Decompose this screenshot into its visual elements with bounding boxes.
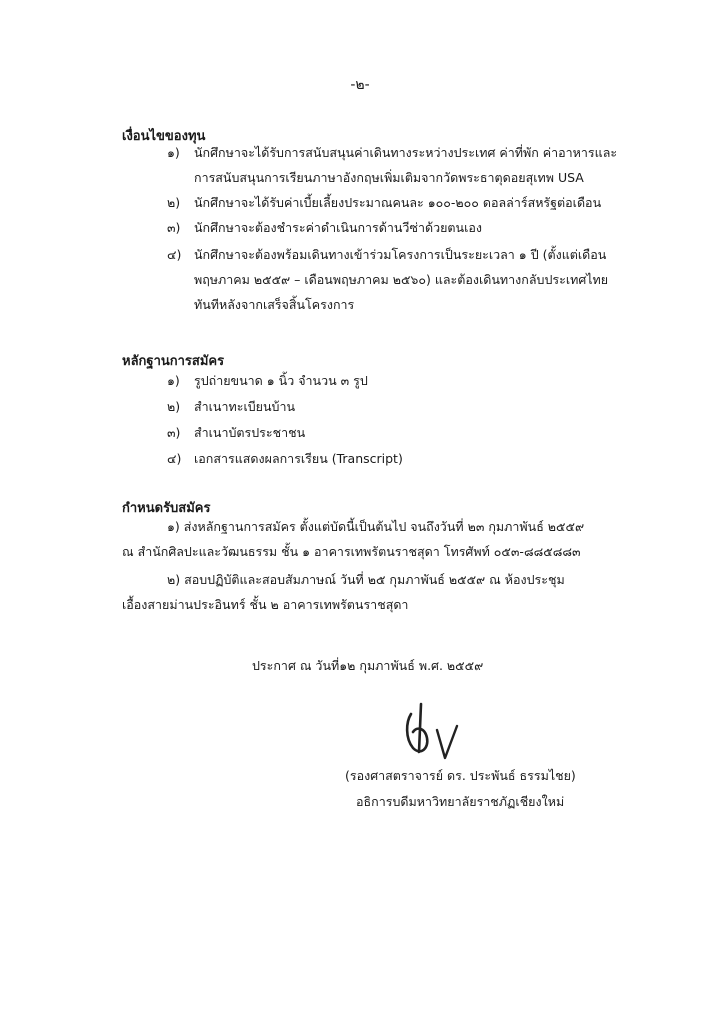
condition-item-text-continued: ทันทีหลังจากเสร็จสิ้นโครงการ <box>194 297 355 312</box>
condition-item-text: นักศึกษาจะต้องพร้อมเดินทางเข้าร่วมโครงการเป็นระยะเวลา ๑ ปี (ตั้งแต่เดือน <box>194 247 607 262</box>
evidence-item-text: สำเนาบัตรประชาชน <box>194 425 306 440</box>
condition-item-number: ๒) <box>167 195 181 210</box>
condition-item-3 <box>167 215 637 240</box>
evidence-item-1 <box>167 368 637 393</box>
evidence-item-2 <box>167 394 637 419</box>
condition-item-text-continued: พฤษภาคม ๒๕๕๙ – เดือนพฤษภาคม ๒๕๖๐) และต้องเดินทางกลับประเทศไทย <box>194 272 609 287</box>
deadline-item-1 <box>122 514 637 564</box>
condition-item-number: ๓) <box>167 220 181 235</box>
signer-name: (รองศาสตราจารย์ ดร. ประพันธ์ ธรรมไชย) <box>345 768 576 783</box>
condition-item-number: ๑) <box>167 145 180 160</box>
evidence-item-text: รูปถ่ายขนาด ๑ นิ้ว จำนวน ๓ รูป <box>194 373 368 388</box>
condition-item-2 <box>167 190 637 215</box>
condition-item-1 <box>167 140 637 190</box>
page-number: -๒- <box>350 77 370 93</box>
condition-item-text: นักศึกษาจะได้รับการสนับสนุนค่าเดินทางระหว่างประเทศ ค่าที่พัก ค่าอาหารและ <box>194 145 618 160</box>
condition-item-number: ๔) <box>167 247 182 262</box>
condition-item-4 <box>167 242 637 317</box>
evidence-item-number: ๓) <box>167 425 181 440</box>
condition-item-text: นักศึกษาจะต้องชำระค่าดำเนินการด้านวีซ่าด้วยตนเอง <box>194 220 482 235</box>
evidence-item-text: เอกสารแสดงผลการเรียน (Transcript) <box>194 451 403 466</box>
evidence-item-number: ๑) <box>167 373 180 388</box>
evidence-heading: หลักฐานการสมัคร <box>122 354 225 369</box>
deadline-heading: กำหนดรับสมัคร <box>122 501 211 516</box>
evidence-item-4 <box>167 446 637 471</box>
deadline-item-2 <box>122 567 637 617</box>
announcement-date: ประกาศ ณ วันที่๑๒ กุมภาพันธ์ พ.ศ. ๒๕๕๙ <box>252 658 484 673</box>
deadline-item-text: ๑) ส่งหลักฐานการสมัคร ตั้งแต่บัดนี้เป็นต้นไป จนถึงวันที่ ๒๓ กุมภาพันธ์ ๒๕๕๙ <box>167 519 585 534</box>
signer-title: อธิการบดีมหาวิทยาลัยราชภัฏเชียงใหม่ <box>356 794 565 809</box>
conditions-heading: เงื่อนไขของทุน <box>122 129 206 144</box>
evidence-item-number: ๒) <box>167 399 181 414</box>
evidence-item-text: สำเนาทะเบียนบ้าน <box>194 399 296 414</box>
condition-item-text: นักศึกษาจะได้รับค่าเบี้ยเลี้ยงประมาณคนละ ๑๐๐-๒๐๐ ดอลล่าร์สหรัฐต่อเดือน <box>194 195 602 210</box>
evidence-item-number: ๔) <box>167 451 182 466</box>
deadline-item-text-continued: ณ สำนักศิลปะและวัฒนธรรม ชั้น ๑ อาคารเทพรัตนราชสุดา โทรศัพท์ ๐๕๓-๘๘๕๘๘๓ <box>122 544 581 559</box>
condition-item-text-continued: การสนับสนุนการเรียนภาษาอังกฤษเพิ่มเติมจากวัดพระธาตุดอยสุเทพ USA <box>194 170 584 185</box>
handwritten-signature <box>397 700 477 764</box>
evidence-item-3 <box>167 420 637 445</box>
deadline-item-text-continued: เอื้องสายม่านประอินทร์ ชั้น ๒ อาคารเทพรัตนราชสุดา <box>122 597 409 612</box>
deadline-item-text: ๒) สอบปฏิบัติและสอบสัมภาษณ์ วันที่ ๒๕ กุมภาพันธ์ ๒๕๕๙ ณ ห้องประชุม <box>167 572 565 587</box>
